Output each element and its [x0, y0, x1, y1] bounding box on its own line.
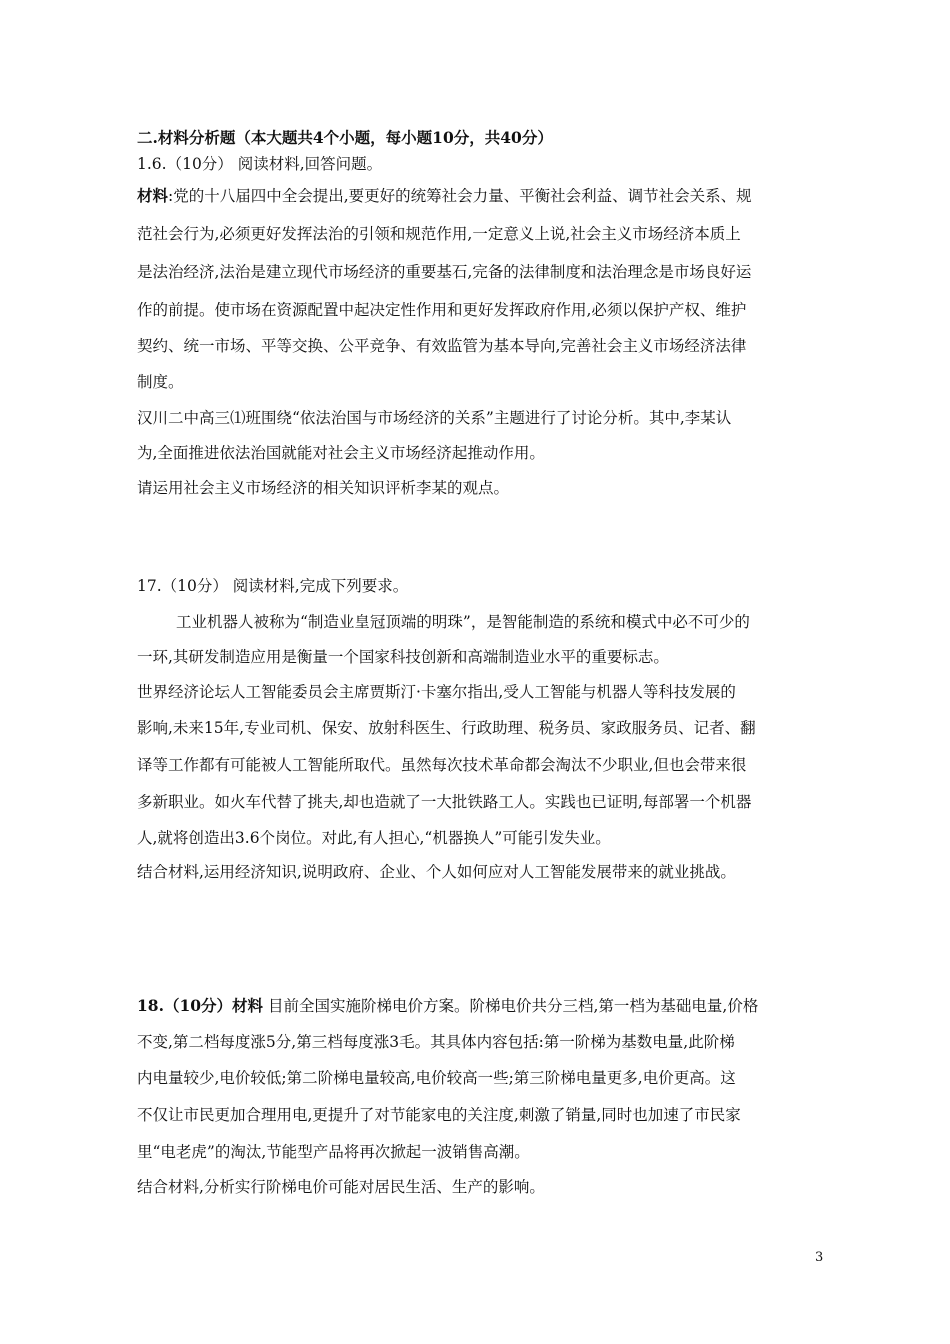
- q16-question: 请运用社会主义市场经济的相关知识评析李某的观点。: [137, 479, 510, 497]
- q16-line-2: 范社会行为,必须更好发挥法治的引领和规范作用,一定意义上说,社会主义市场经济本质上: [137, 225, 741, 243]
- q16-line-4: 作的前提。使市场在资源配置中起决定性作用和更好发挥政府作用,必须以保护产权、维护: [137, 301, 747, 319]
- q18-line-3: 内电量较少,电价较低;第二阶梯电量较高,电价较高一些;第三阶梯电量更多,电价更高。这: [137, 1069, 736, 1087]
- q18-line-1: [137, 996, 758, 1016]
- page-number: 3: [815, 1250, 824, 1265]
- q18-question: 结合材料,分析实行阶梯电价可能对居民生活、生产的影响。: [137, 1178, 545, 1196]
- q17-line-6: 多新职业。如火车代替了挑夫,却也造就了一大批铁路工人。实践也已证明,每部署一个机器: [137, 793, 752, 811]
- q16-line-5: 契约、统一市场、平等交换、公平竞争、有效监管为基本导向,完善社会主义市场经济法律: [137, 337, 747, 355]
- q17-line-4: 影响,未来15年,专业司机、保安、放射科医生、行政助理、税务员、家政服务员、记者、翻: [137, 719, 756, 737]
- q17-line-1: 工业机器人被称为“制造业皇冠顶端的明珠”，是智能制造的系统和模式中必不可少的: [176, 613, 750, 631]
- q16-material-label: 材料: [137, 186, 169, 205]
- q16-line-7: 汉川二中高三⑴班围绕“依法治国与市场经济的关系”主题进行了讨论分析。其中,李某认: [137, 409, 732, 427]
- q17-line-5: 译等工作都有可能被人工智能所取代。虽然每次技术革命都会淘汰不少职业,但也会带来很: [137, 756, 747, 774]
- q18-text-1: 目前全国实施阶梯电价方案。阶梯电价共分三档,第一档为基础电量,价格: [263, 997, 759, 1015]
- q18-line-5: 里“电老虎”的淘汰,节能型产品将再次掀起一波销售高潮。: [137, 1143, 530, 1161]
- q17-header: 17.（10分） 阅读材料,完成下列要求。: [137, 577, 409, 595]
- q16-line-6: 制度。: [137, 373, 184, 391]
- q18-line-2: 不变,第二档每度涨5分,第三档每度涨3毛。其具体内容包括:第一阶梯为基数电量,此阶梯: [137, 1033, 735, 1051]
- q16-material-line-1: [137, 186, 752, 206]
- q18-line-4: 不仅让市民更加合理用电,更提升了对节能家电的关注度,刺激了销量,同时也加速了市民家: [137, 1106, 741, 1124]
- q16-header: 1.6.（10分） 阅读材料,回答问题。: [137, 155, 383, 173]
- q17-line-2: 一环,其研发制造应用是衡量一个国家科技创新和高端制造业水平的重要标志。: [137, 648, 669, 666]
- q17-line-7: 人,就将创造出3.6个岗位。对此,有人担心,“机器换人”可能引发失业。: [137, 829, 611, 847]
- q17-line-3: 世界经济论坛人工智能委员会主席贾斯汀·卡塞尔指出,受人工智能与机器人等科技发展的: [137, 683, 736, 701]
- section-heading: 二.材料分析题（本大题共4个小题，每小题10分，共40分）: [137, 128, 553, 147]
- q16-line-3: 是法治经济,法治是建立现代市场经济的重要基石,完备的法律制度和法治理念是市场良好运: [137, 263, 752, 281]
- q17-question: 结合材料,运用经济知识,说明政府、企业、个人如何应对人工智能发展带来的就业挑战。: [137, 863, 736, 881]
- q18-header: 18.（10分）材料: [137, 996, 264, 1015]
- q16-material-text: :党的十八届四中全会提出,要更好的统筹社会力量、平衡社会利益、调节社会关系、规: [168, 187, 752, 205]
- q16-line-8: 为,全面推进依法治国就能对社会主义市场经济起推动作用。: [137, 444, 545, 462]
